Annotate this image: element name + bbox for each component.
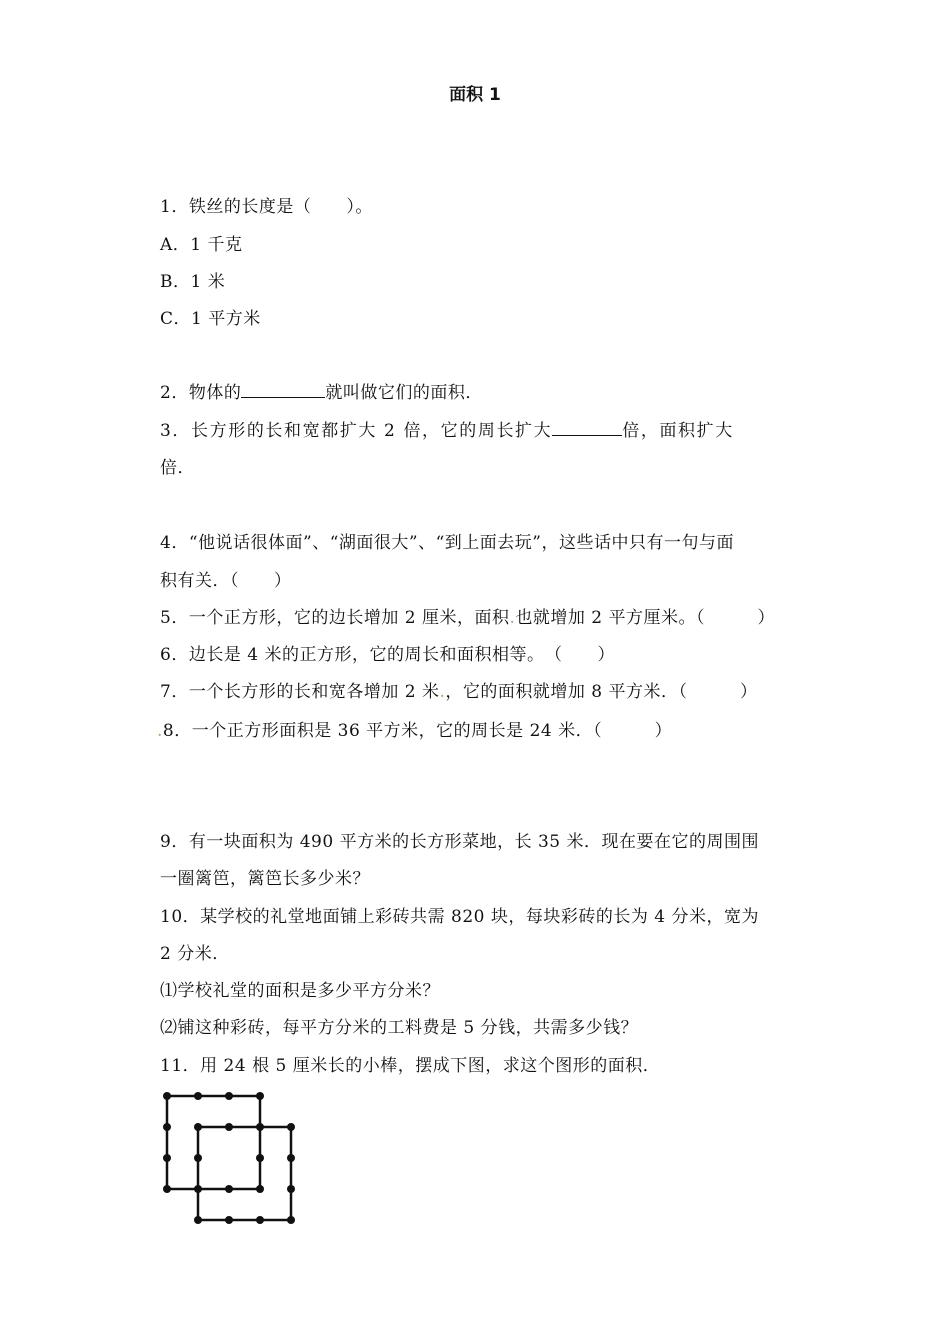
question-8-text: 8．一个正方形面积是 36 平方米，它的周长是 24 米．（ ） (162, 721, 673, 741)
stray-dot-mark: . (509, 608, 516, 628)
question-2-after: 就叫做它们的面积． (325, 383, 483, 403)
question-7 (160, 677, 757, 702)
question-10-sub1: ⑴学校礼堂的面积是多少平方分米？ (160, 981, 440, 1001)
question-7-part2: ，它的面积就增加 8 平方米．（ ） (445, 682, 758, 702)
stray-dot-mark: . (439, 682, 446, 702)
question-10-line1: 10．某学校的礼堂地面铺上彩砖共需 820 块，每块彩砖的长为 4 分米，宽为 (160, 907, 760, 927)
question-1-option-c: C．1 平方米 (160, 309, 261, 329)
question-5-part1: 5．一个正方形，它的边长增加 2 厘米，面积 (160, 608, 510, 628)
question-8 (157, 716, 672, 741)
question-7-part1: 7．一个长方形的长和宽各增加 2 米 (160, 682, 440, 702)
question-6: 6．边长是 4 米的正方形，它的周长和面积相等。 （ ） (160, 645, 615, 665)
stick-joint-dots (163, 1092, 295, 1224)
question-2 (160, 378, 483, 403)
answer-blank (552, 419, 622, 436)
question-4-line2: 积有关．（ ） (160, 571, 292, 591)
question-9-line1: 9．有一块面积为 490 平方米的长方形菜地，长 35 米．现在要在它的周围围 (160, 832, 760, 852)
question-3-after: 倍，面积扩大 (622, 421, 734, 441)
question-1-option-a: A．1 千克 (160, 235, 243, 255)
question-3-line2: 倍． (160, 458, 195, 478)
answer-blank (241, 381, 325, 398)
question-10-line2: 2 分米． (160, 944, 230, 964)
question-9-line2: 一圈篱笆，篱笆长多少米？ (160, 869, 370, 889)
page-title: 面积 1 (449, 85, 501, 105)
question-3-before: 3．长方形的长和宽都扩大 2 倍，它的周长扩大 (160, 421, 553, 441)
square-outline-bottom-right (198, 1127, 291, 1220)
question-3 (160, 416, 734, 441)
stick-figure-diagram (155, 1088, 305, 1228)
question-1-option-b: B．1 米 (160, 272, 226, 292)
square-outline-top-left (167, 1096, 260, 1189)
question-5 (160, 603, 775, 628)
question-4-line1: 4．“他说话很体面”、“湖面很大”、“到上面去玩”，这些话中只有一句与面 (160, 533, 734, 553)
question-2-before: 2．物体的 (160, 383, 242, 403)
question-11: 11．用 24 根 5 厘米长的小棒，摆成下图，求这个图形的面积． (160, 1056, 661, 1076)
question-5-part2: 也就增加 2 平方厘米。（ ） (515, 608, 775, 628)
question-10-sub2: ⑵铺这种彩砖，每平方分米的工料费是 5 分钱，共需多少钱？ (160, 1018, 639, 1038)
question-1: 1．铁丝的长度是（ ）。 (160, 197, 373, 217)
stray-dot-mark: . (157, 721, 163, 741)
